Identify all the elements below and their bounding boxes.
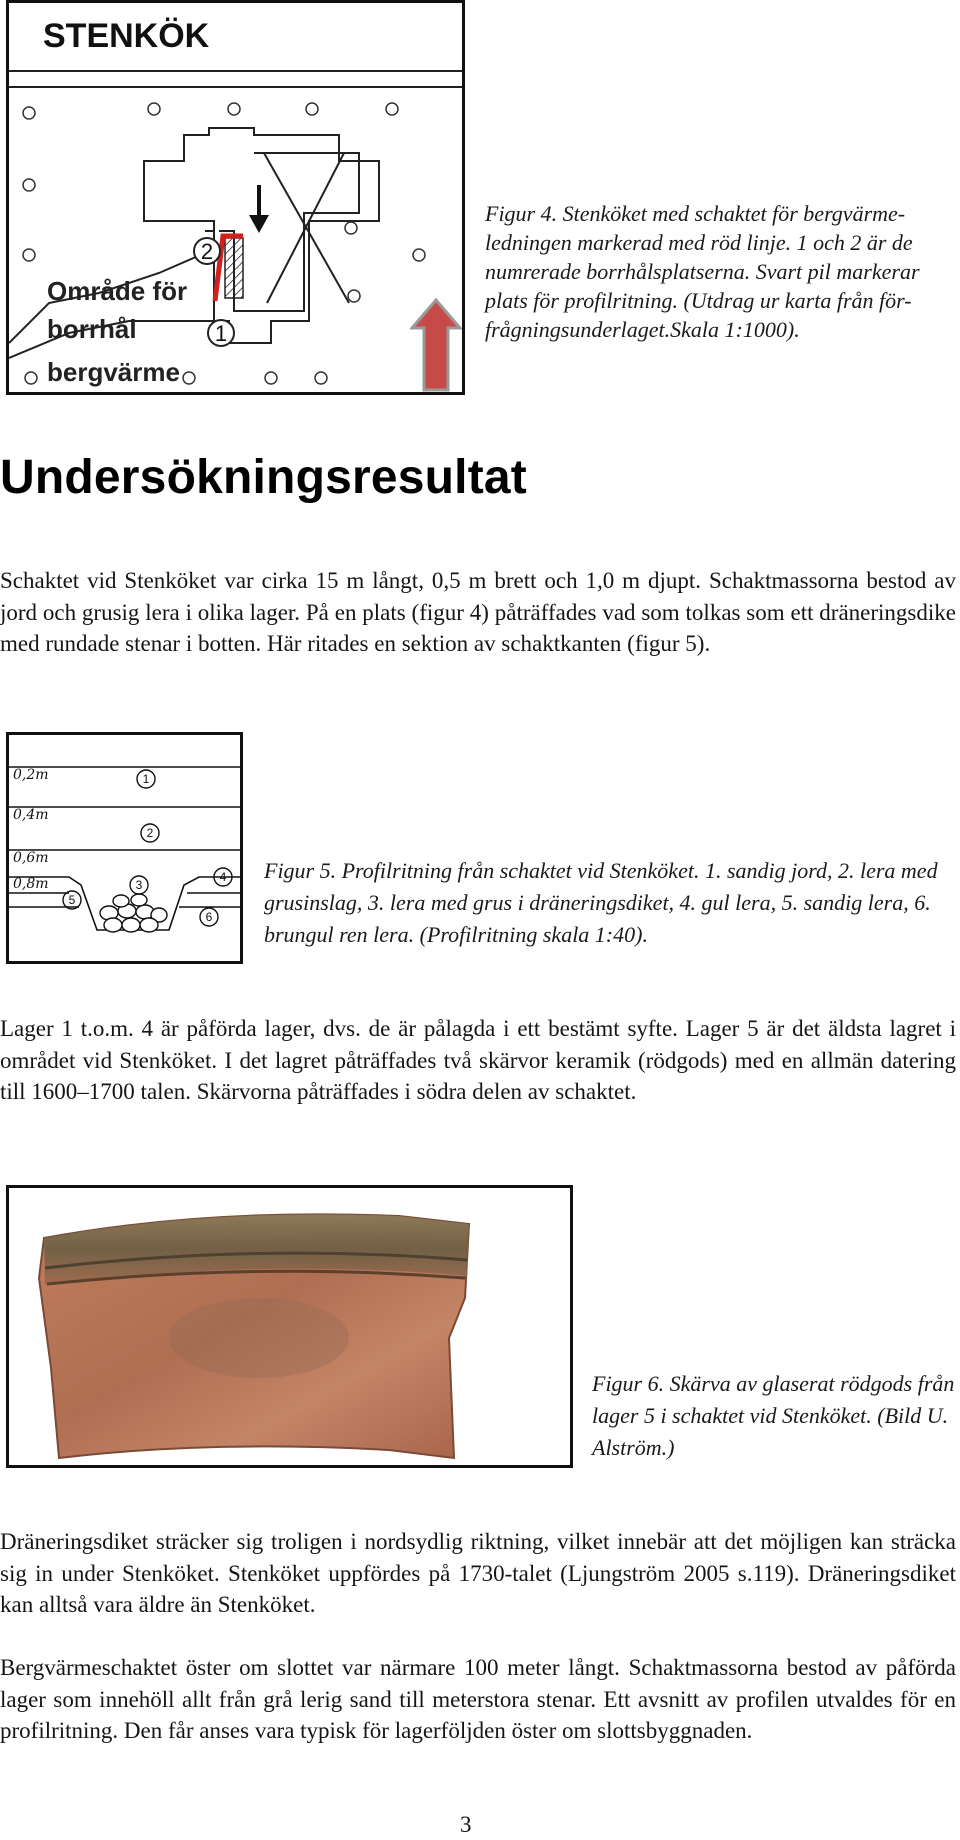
profile-drawing [9,735,240,961]
depth-label: 0,4m [13,807,49,823]
section-heading: Undersökningsresultat [0,451,527,504]
map-drawing [9,3,462,392]
paragraph-1: Schaktet vid Stenköket var cirka 15 m långt, 0,5 m brett och 1,0 m djupt. Schaktmassorna bestod av jord och grusig lera i olika lager. På en plats (figur 4) påträffades vad som tolkas som ett dräneringsdike med rundade stenar i botten. Här ritades en sektion av schaktkanten (figur 5). [0,568,956,656]
caption-line: frågningsunderlaget.Skala 1:1000). [485,317,800,342]
black-arrow-icon [249,215,269,233]
site-2-label: 2 [200,239,214,264]
stones [100,894,167,932]
paragraph-4: Bergvärmeschaktet öster om slottet var närmare 100 meter långt. Schaktmassorna bestod av påförda lager som innehöll allt från grå lerig sand till meterstora stenar. Ett avsnitt av profilen utvaldes för en profilritning. Den får anses vara typisk för lagerföljden öster om slottsbyggnaden. [0,1655,956,1743]
layer-number: 2 [146,826,154,840]
site-1-label: 1 [214,321,228,346]
figure6-caption: Figur 6. Skärva av glaserat rödgods från lager 5 i schaktet vid Stenköket. (Bild U. Alström.) [592,1371,955,1460]
figure4-map [6,0,465,395]
north-arrow-icon [410,298,462,394]
caption-line: numrerade borrhålsplatserna. Svart pil markerar [485,259,920,284]
area-label [47,276,194,387]
sherd-image [9,1188,570,1465]
depth-label: 0,2m [13,767,49,783]
depth-label: 0,6m [13,850,49,866]
caption-line: plats för profilritning. (Utdrag ur karta från för- [485,288,912,313]
figure5-profile [6,732,243,964]
area-label-line: Område för [47,276,188,306]
figure6-photo [6,1185,573,1468]
layer-number: 3 [135,878,143,892]
map-title: STENKÖK [43,17,210,55]
area-label-line: borrhål [47,314,137,344]
layer-number: 6 [205,910,213,924]
depth-label: 0,8m [13,876,49,892]
figure5-caption: Figur 5. Profilritning från schaktet vid Stenköket. 1. sandig jord, 2. lera med grusinslag, 3. lera med grus i dräneringsdiket, 4. gul lera, 5. sandig lera, 6. brungul ren lera. (Profilritning skala 1:40). [264,858,938,947]
page-number: 3 [460,1812,472,1837]
paragraph-3: Dräneringsdiket sträcker sig troligen i nordsydlig riktning, vilket innebär att det möjligen kan sträcka sig in under Stenköket. Stenköket uppfördes på 1730-talet (Ljungström 2005 s.119). Dräneringsdiket kan alltså vara äldre än Stenköket. [0,1529,956,1617]
paragraph-2: Lager 1 t.o.m. 4 är påförda lager, dvs. de är pålagda i ett bestämt syfte. Lager 5 är det äldsta lagret i området vid Stenköket. I det lagret påträffades två skärvor keramik (rödgods) med en allmän datering till 1600–1700 talen. Skärvorna påträffades i södra delen av schaktet. [0,1016,956,1104]
caption-line: ledningen markerad med röd linje. 1 och 2 är de [485,230,913,255]
caption-line: Figur 4. Stenköket med schaktet för bergvärme- [485,201,906,226]
layer-number: 4 [219,870,227,884]
area-label-line: bergvärme [47,357,180,387]
figure4-caption [485,199,955,344]
layer-number: 1 [142,772,150,786]
layer-number: 5 [68,893,76,907]
